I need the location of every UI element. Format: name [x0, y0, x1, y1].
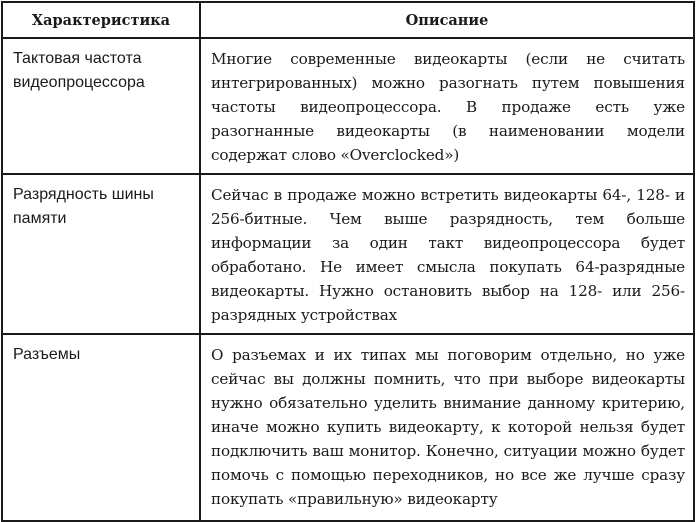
cell-description: Многие современные видеокарты (если не считать интегрированных) можно разогнать путем повышения частоты видеопроцессора. В продаже есть уже разогнанные видеокарты (в наименовании модели содержат слово «Overclocked») [200, 38, 694, 174]
cell-description: О разъемах и их типах мы поговорим отдельно, но уже сейчас вы должны помнить, что при выборе видеокарты нужно обязательно уделить внимание данному критерию, иначе можно купить видеокарту, к которой нельзя будет подключить ваш монитор. Конечно, ситуации можно будет помочь с помощью переходников, но все же лучше сразу покупать «правильную» видеокарту [200, 334, 694, 521]
spec-table [1, 1, 695, 522]
table-header-row [2, 2, 694, 38]
table-row [2, 174, 694, 334]
table-row [2, 38, 694, 174]
cell-characteristic: Разъемы [2, 334, 200, 521]
header-characteristic: Характеристика [2, 2, 200, 38]
header-description: Описание [200, 2, 694, 38]
cell-characteristic: Разрядность шины памяти [2, 174, 200, 334]
cell-characteristic: Тактовая частота видеопроцессора [2, 38, 200, 174]
table-row [2, 334, 694, 521]
cell-description: Сейчас в продаже можно встретить видеокарты 64-, 128- и 256-битные. Чем выше разрядность, тем больше информации за один такт видеопроцессора будет обработано. Не имеет смысла покупать 64-разрядные видеокарты. Нужно остановить выбор на 128- или 256-разрядных устройствах [200, 174, 694, 334]
